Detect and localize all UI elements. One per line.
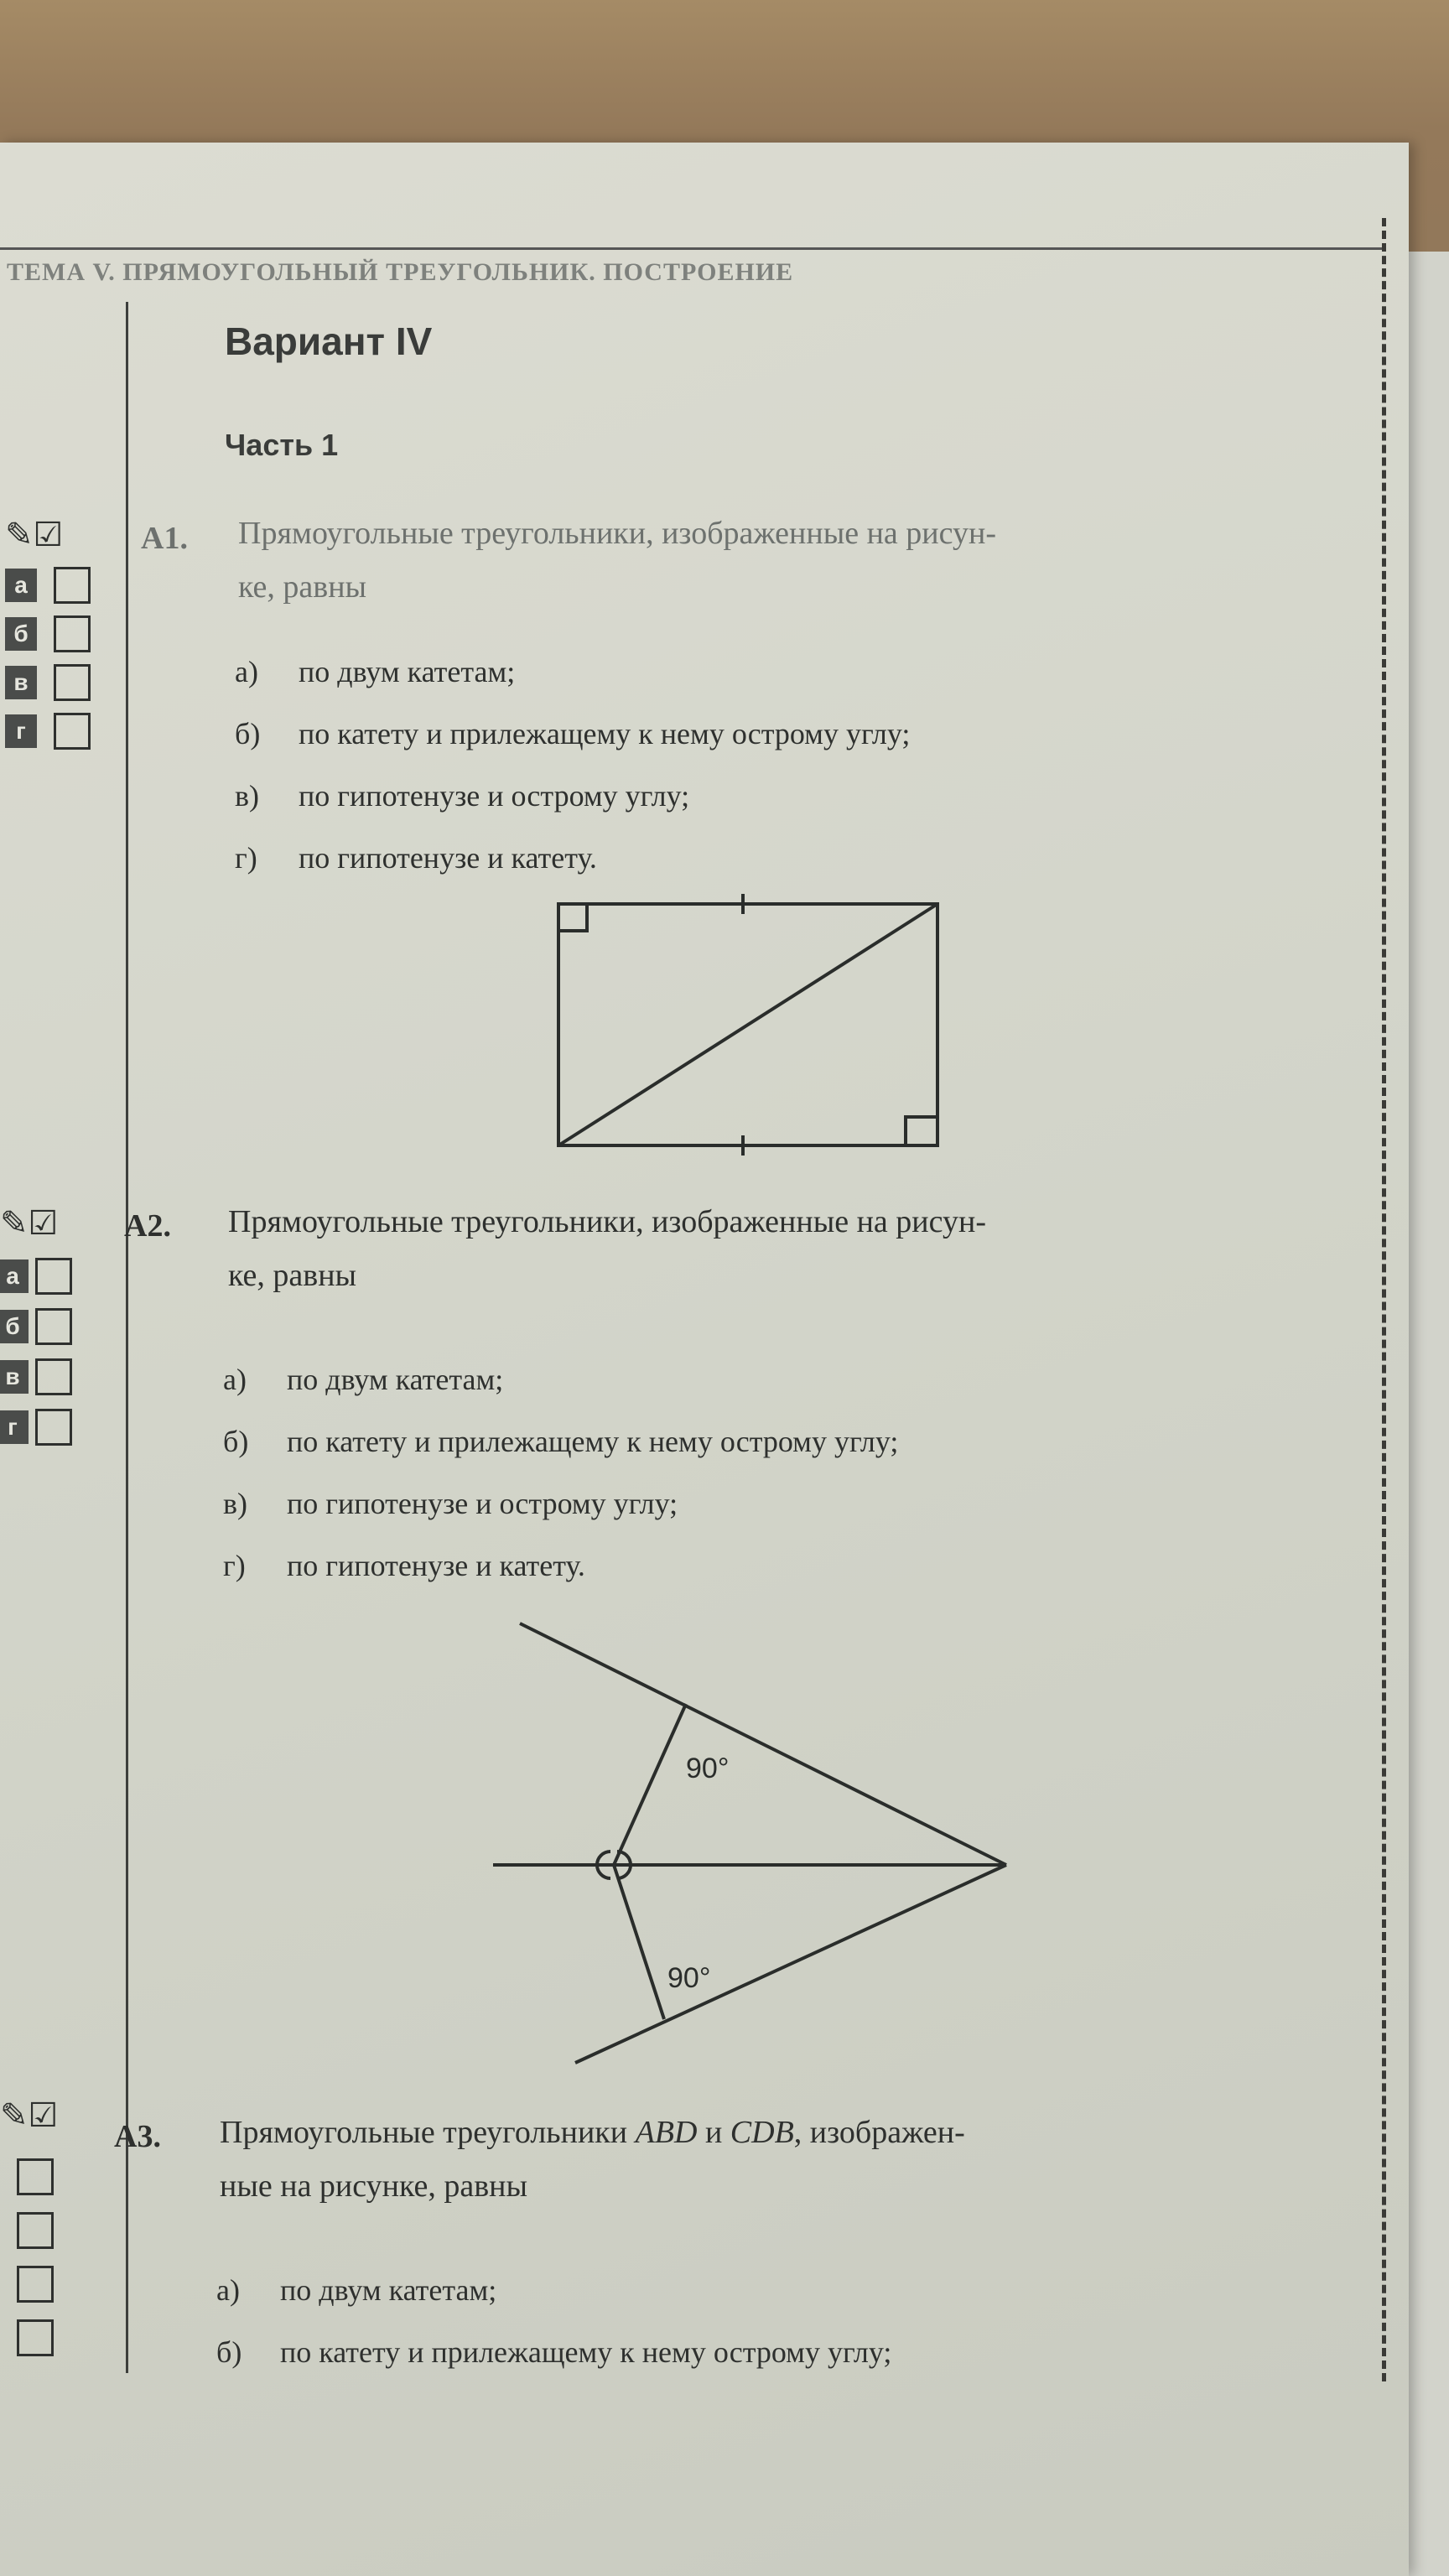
option-text: по двум катетам; <box>299 655 516 688</box>
option-letter: в) <box>235 779 259 813</box>
answer-label: б <box>0 1310 29 1343</box>
question-text-mid: и <box>697 2115 730 2150</box>
answer-label: а <box>5 569 37 602</box>
question-line: ке, равны <box>238 569 367 605</box>
question-number-a1: А1. <box>141 521 188 556</box>
option-text: по гипотенузе и острому углу; <box>299 779 690 813</box>
option-letter: г) <box>235 841 257 875</box>
triangle-name-abd: ABD <box>635 2115 698 2150</box>
option-text: по катету и прилежащему к нему острому углу; <box>299 717 911 750</box>
variant-title: Вариант IV <box>225 319 433 363</box>
question-number-a3: А3. <box>114 2119 161 2154</box>
answer-label: б <box>5 617 37 651</box>
question-line: ке, равны <box>228 1258 357 1293</box>
option-a3-a[interactable] <box>216 2272 496 2308</box>
question-number-a2: А2. <box>124 1208 171 1244</box>
question-text-a3 <box>220 2106 965 2213</box>
option-text: по гипотенузе и катету. <box>299 841 597 875</box>
option-letter: в) <box>223 1487 247 1520</box>
option-letter: б) <box>216 2335 242 2369</box>
option-text: по катету и прилежащему к нему острому углу; <box>280 2335 892 2369</box>
right-angle-label-lower: 90° <box>667 1962 711 1994</box>
answer-label: г <box>5 714 37 748</box>
question-line: Прямоугольные треугольники, изображенные на рисун- <box>238 516 996 551</box>
answer-head-icon: ✎☑ <box>5 516 64 554</box>
question-line: Прямоугольные треугольники, изображенные на рисун- <box>228 1204 986 1239</box>
answer-label: а <box>0 1259 29 1293</box>
option-letter: б) <box>235 717 261 750</box>
option-letter: а) <box>216 2273 240 2307</box>
option-a3-b[interactable] <box>216 2334 891 2370</box>
answer-label: в <box>5 666 37 699</box>
option-text: по двум катетам; <box>287 1363 504 1396</box>
right-angle-label-upper: 90° <box>686 1753 730 1784</box>
lower-perpendicular <box>614 1865 664 2019</box>
upper-perpendicular <box>614 1704 686 1865</box>
question-line <box>220 2106 965 2159</box>
running-head: ТЕМА V. ПРЯМОУГОЛЬНЫЙ ТРЕУГОЛЬНИК. ПОСТРОЕНИЕ <box>7 258 794 286</box>
option-text: по гипотенузе и острому углу; <box>287 1487 678 1520</box>
option-letter: г) <box>223 1549 246 1582</box>
upper-ray <box>520 1623 1006 1865</box>
answer-label: г <box>0 1410 29 1444</box>
question-text-suffix: , изображен- <box>793 2115 965 2150</box>
part-title: Часть 1 <box>225 428 339 462</box>
triangle-name-cdb: CDB <box>730 2115 794 2150</box>
option-letter: б) <box>223 1425 249 1458</box>
option-letter: а) <box>235 655 258 688</box>
question-text-prefix: Прямоугольные треугольники <box>220 2115 636 2150</box>
option-text: по гипотенузе и катету. <box>287 1549 585 1582</box>
question-line: ные на рисунке, равны <box>220 2168 528 2204</box>
option-letter: а) <box>223 1363 247 1396</box>
lower-ray <box>575 1865 1006 2063</box>
option-text: по двум катетам; <box>280 2273 497 2307</box>
answer-head-icon: ✎☑ <box>0 1204 59 1243</box>
option-text: по катету и прилежащему к нему острому углу; <box>287 1425 899 1458</box>
answer-label: в <box>0 1360 29 1394</box>
answer-head-icon: ✎☑ <box>0 2096 59 2135</box>
